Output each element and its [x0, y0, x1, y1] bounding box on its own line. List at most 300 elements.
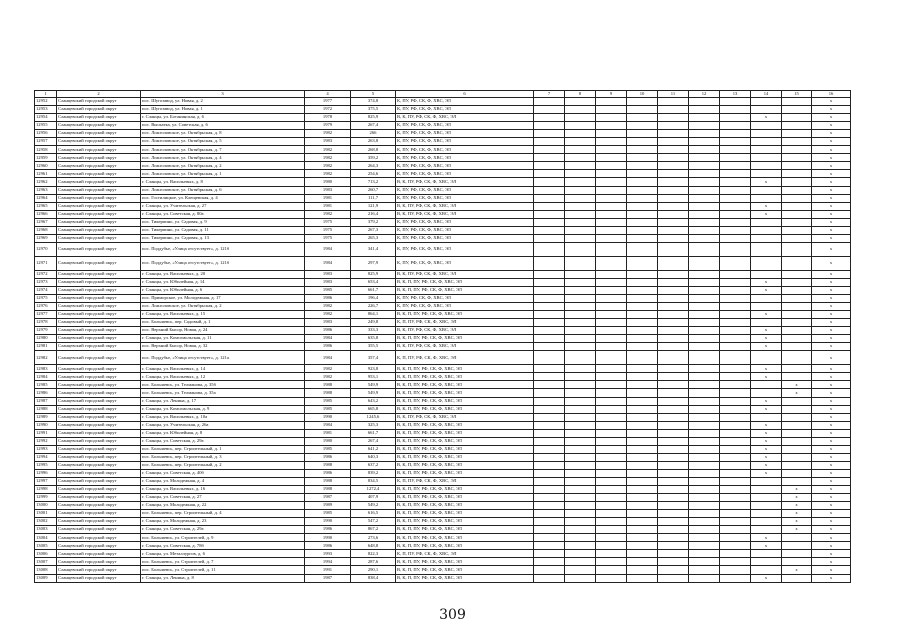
year-cell: 1986 — [305, 453, 351, 461]
empty-cell — [534, 469, 565, 477]
table-row — [35, 194, 851, 202]
empty-cell — [627, 381, 658, 389]
empty-cell — [658, 461, 689, 469]
empty-cell — [689, 389, 720, 397]
empty-cell — [565, 445, 596, 453]
table-row — [35, 494, 851, 502]
empty-cell — [596, 303, 627, 311]
district-cell: Сланцевский городской округ — [57, 351, 141, 365]
year-cell: 1982 — [305, 170, 351, 178]
mark-cell — [751, 234, 782, 242]
empty-cell — [689, 256, 720, 270]
column-number-row — [35, 91, 851, 98]
area-cell: 653,4 — [351, 278, 396, 286]
mark-cell: x — [812, 278, 851, 286]
empty-cell — [658, 389, 689, 397]
mark-cell: x — [812, 405, 851, 413]
mark-cell — [782, 574, 812, 582]
area-cell: 196,4 — [351, 294, 396, 302]
mark-cell — [782, 154, 812, 162]
district-cell: Сланцевский городской округ — [57, 98, 141, 106]
table-row — [35, 437, 851, 445]
empty-cell — [720, 294, 751, 302]
year-cell: 1990 — [305, 413, 351, 421]
address-cell: г. Сланцы, ул. Юбилейная, д. 8 — [141, 429, 305, 437]
area-cell: 267,4 — [351, 122, 396, 130]
table-row — [35, 534, 851, 542]
empty-cell — [720, 170, 751, 178]
empty-cell — [720, 351, 751, 365]
mark-cell: x — [812, 413, 851, 421]
empty-cell — [689, 566, 720, 574]
district-cell: Сланцевский городской округ — [57, 413, 141, 421]
empty-cell — [596, 154, 627, 162]
utilities-cell: В, К, ПУ, РФ, СК, Ф, ХВС, ЭЛ — [396, 270, 534, 278]
table-row — [35, 453, 851, 461]
mark-cell — [782, 397, 812, 405]
address-cell: пос. Большевсь, пер. Строительный, д. 2 — [141, 461, 305, 469]
empty-cell — [627, 138, 658, 146]
row-number-cell: 12981 — [35, 343, 57, 351]
mark-cell — [782, 218, 812, 226]
address-cell: пос. Ложголовское, ул. Октябрьская, д. 5 — [141, 138, 305, 146]
empty-cell — [658, 218, 689, 226]
empty-cell — [596, 574, 627, 582]
year-cell: 1983 — [305, 138, 351, 146]
mark-cell — [782, 146, 812, 154]
empty-cell — [565, 453, 596, 461]
empty-cell — [565, 429, 596, 437]
mark-cell: x — [812, 534, 851, 542]
empty-cell — [534, 453, 565, 461]
utilities-cell: В, К, ПУ, РФ, СК, Ф, ХВС, ЭЛ — [396, 178, 534, 186]
empty-cell — [689, 130, 720, 138]
mark-cell: x — [751, 311, 782, 319]
mark-cell: x — [812, 574, 851, 582]
empty-cell — [627, 122, 658, 130]
row-number-cell: 13004 — [35, 534, 57, 542]
row-number-cell: 12984 — [35, 373, 57, 381]
district-cell: Сланцевский городской округ — [57, 461, 141, 469]
empty-cell — [565, 311, 596, 319]
utilities-cell: К, ПУ, РФ, СК, Ф, ХВС, ЭЛ — [396, 122, 534, 130]
row-number-cell: 12974 — [35, 286, 57, 294]
empty-cell — [658, 234, 689, 242]
empty-cell — [658, 494, 689, 502]
empty-cell — [627, 429, 658, 437]
table-row — [35, 469, 851, 477]
empty-cell — [720, 397, 751, 405]
empty-cell — [534, 218, 565, 226]
mark-cell — [751, 486, 782, 494]
table-row — [35, 421, 851, 429]
year-cell: 1982 — [305, 365, 351, 373]
year-cell: 1972 — [305, 106, 351, 114]
mark-cell: x — [751, 461, 782, 469]
empty-cell — [534, 234, 565, 242]
area-cell: 265,3 — [351, 234, 396, 242]
empty-cell — [689, 122, 720, 130]
utilities-cell: В, К, П, ПУ, РФ, СК, Ф, ХВС, ЭЛ — [396, 534, 534, 542]
empty-cell — [627, 437, 658, 445]
area-cell: 643,2 — [351, 397, 396, 405]
empty-cell — [689, 365, 720, 373]
empty-cell — [565, 510, 596, 518]
empty-cell — [596, 278, 627, 286]
table-row — [35, 510, 851, 518]
address-cell: пос. Большевсь, ул. Строителей, д. 9 — [141, 534, 305, 542]
empty-cell — [658, 202, 689, 210]
table-row — [35, 162, 851, 170]
empty-cell — [720, 130, 751, 138]
district-cell: Сланцевский городской округ — [57, 146, 141, 154]
mark-cell — [751, 566, 782, 574]
empty-cell — [565, 413, 596, 421]
area-cell: 641,2 — [351, 445, 396, 453]
mark-cell — [782, 178, 812, 186]
utilities-cell: К, ПУ, РФ, СК, Ф, ХВС, ЭЛ — [396, 154, 534, 162]
empty-cell — [658, 429, 689, 437]
empty-cell — [565, 351, 596, 365]
address-cell: г. Сланцы, ул. Советская, д. 80а — [141, 210, 305, 218]
column-number-header: 8 — [565, 91, 596, 98]
mark-cell: x — [751, 327, 782, 335]
mark-cell: x — [812, 286, 851, 294]
address-cell: г. Сланцы, ул. Юбилейная, д. 6 — [141, 286, 305, 294]
row-number-cell: 12969 — [35, 234, 57, 242]
area-cell: 379,2 — [351, 218, 396, 226]
empty-cell — [627, 130, 658, 138]
area-cell: 268,8 — [351, 146, 396, 154]
empty-cell — [596, 429, 627, 437]
utilities-cell: В, К, П, ПУ, РФ, СК, Ф, ХВС, ЭЛ — [396, 526, 534, 534]
table-row — [35, 429, 851, 437]
empty-cell — [596, 510, 627, 518]
empty-cell — [627, 469, 658, 477]
empty-cell — [565, 162, 596, 170]
district-cell: Сланцевский городской округ — [57, 477, 141, 485]
empty-cell — [565, 210, 596, 218]
table-row — [35, 445, 851, 453]
empty-cell — [565, 574, 596, 582]
empty-cell — [565, 270, 596, 278]
row-number-cell: 12995 — [35, 461, 57, 469]
table-row — [35, 98, 851, 106]
empty-cell — [658, 421, 689, 429]
empty-cell — [534, 486, 565, 494]
row-number-cell: 12991 — [35, 429, 57, 437]
empty-cell — [658, 242, 689, 256]
district-cell: Сланцевский городской округ — [57, 502, 141, 510]
empty-cell — [565, 335, 596, 343]
row-number-cell: 12997 — [35, 477, 57, 485]
empty-cell — [627, 186, 658, 194]
mark-cell: x — [812, 461, 851, 469]
mark-cell: x — [812, 294, 851, 302]
mark-cell — [782, 413, 812, 421]
row-number-cell: 12979 — [35, 327, 57, 335]
year-cell: 1988 — [305, 381, 351, 389]
empty-cell — [596, 526, 627, 534]
area-cell: 953,1 — [351, 373, 396, 381]
address-cell: пос. Большевсь, пер. Строительный, д. 4 — [141, 510, 305, 518]
mark-cell — [782, 558, 812, 566]
row-number-cell: 12965 — [35, 202, 57, 210]
row-number-cell: 12957 — [35, 138, 57, 146]
utilities-cell: В, К, ПУ, РФ, СК, Ф, ХВС, ЭЛ — [396, 202, 534, 210]
utilities-cell: К, П, ПУ, РФ, СК, Ф, ХВС, ЭЛ — [396, 550, 534, 558]
address-cell: г. Сланцы, ул. Васильевых, д. 10а — [141, 413, 305, 421]
empty-cell — [534, 574, 565, 582]
utilities-cell: К, ПУ, РФ, СК, Ф, ХВС, ЭЛ — [396, 194, 534, 202]
empty-cell — [720, 106, 751, 114]
year-cell: 1990 — [305, 518, 351, 526]
empty-cell — [658, 319, 689, 327]
district-cell: Сланцевский городской округ — [57, 534, 141, 542]
table-row — [35, 327, 851, 335]
area-cell: 357,4 — [351, 351, 396, 365]
empty-cell — [596, 469, 627, 477]
utilities-cell: К, ПУ, РФ, СК, Ф, ХВС, ЭЛ — [396, 146, 534, 154]
utilities-cell: В, К, ПУ, РФ, СК, Ф, ХВС, ЭЛ — [396, 114, 534, 122]
empty-cell — [658, 194, 689, 202]
table-row — [35, 542, 851, 550]
area-cell: 333,3 — [351, 327, 396, 335]
empty-cell — [689, 242, 720, 256]
utilities-cell: К, П, ПУ, РФ, СК, Ф, ХВС, ЭЛ — [396, 351, 534, 365]
empty-cell — [720, 502, 751, 510]
year-cell: 1981 — [305, 429, 351, 437]
mark-cell: x — [751, 202, 782, 210]
empty-cell — [720, 429, 751, 437]
empty-cell — [689, 154, 720, 162]
table-row — [35, 343, 851, 351]
row-number-cell: 12978 — [35, 319, 57, 327]
mark-cell — [782, 365, 812, 373]
mark-cell: x — [812, 256, 851, 270]
empty-cell — [658, 138, 689, 146]
utilities-cell: К, ПУ, РФ, СК, Ф, ХВС, ЭЛ — [396, 162, 534, 170]
utilities-cell: В, К, ПУ, РФ, СК, Ф, ХВС, ЭЛ — [396, 327, 534, 335]
area-cell: 825,9 — [351, 114, 396, 122]
empty-cell — [534, 154, 565, 162]
empty-cell — [534, 461, 565, 469]
empty-cell — [565, 146, 596, 154]
row-number-cell: 12975 — [35, 294, 57, 302]
mark-cell — [782, 335, 812, 343]
empty-cell — [689, 178, 720, 186]
empty-cell — [689, 373, 720, 381]
column-number-header: 13 — [720, 91, 751, 98]
empty-cell — [534, 186, 565, 194]
table-row — [35, 234, 851, 242]
empty-cell — [596, 162, 627, 170]
empty-cell — [596, 381, 627, 389]
district-cell: Сланцевский городской округ — [57, 486, 141, 494]
empty-cell — [720, 327, 751, 335]
mark-cell — [751, 242, 782, 256]
empty-cell — [565, 278, 596, 286]
empty-cell — [720, 226, 751, 234]
empty-cell — [720, 477, 751, 485]
empty-cell — [689, 138, 720, 146]
empty-cell — [658, 98, 689, 106]
mark-cell: x — [812, 566, 851, 574]
row-number-cell: 13002 — [35, 518, 57, 526]
empty-cell — [534, 256, 565, 270]
area-cell: 407,9 — [351, 494, 396, 502]
district-cell: Сланцевский городской округ — [57, 162, 141, 170]
row-number-cell: 12994 — [35, 453, 57, 461]
column-number-header: 12 — [689, 91, 720, 98]
area-cell: 665,8 — [351, 405, 396, 413]
empty-cell — [596, 518, 627, 526]
mark-cell — [751, 558, 782, 566]
empty-cell — [720, 303, 751, 311]
empty-cell — [565, 502, 596, 510]
empty-cell — [720, 162, 751, 170]
table-row — [35, 405, 851, 413]
district-cell: Сланцевский городской округ — [57, 202, 141, 210]
utilities-cell: К, ПУ, РФ, СК, Ф, ХВС, ЭЛ — [396, 98, 534, 106]
address-cell: пос. Тикерпино, ул. Садовая, д. 11 — [141, 226, 305, 234]
district-cell: Сланцевский городской округ — [57, 270, 141, 278]
empty-cell — [534, 210, 565, 218]
mark-cell: x — [782, 389, 812, 397]
table-row — [35, 566, 851, 574]
mark-cell: x — [812, 194, 851, 202]
row-number-cell: 12960 — [35, 162, 57, 170]
empty-cell — [720, 98, 751, 106]
empty-cell — [565, 98, 596, 106]
empty-cell — [720, 335, 751, 343]
row-number-cell: 12952 — [35, 98, 57, 106]
empty-cell — [534, 202, 565, 210]
empty-cell — [565, 389, 596, 397]
district-cell: Сланцевский городской округ — [57, 186, 141, 194]
area-cell: 290,1 — [351, 566, 396, 574]
mark-cell: x — [812, 106, 851, 114]
empty-cell — [658, 373, 689, 381]
empty-cell — [534, 518, 565, 526]
empty-cell — [596, 114, 627, 122]
empty-cell — [720, 210, 751, 218]
empty-cell — [658, 286, 689, 294]
mark-cell: x — [812, 421, 851, 429]
district-cell: Сланцевский городской округ — [57, 365, 141, 373]
address-cell: г. Сланцы, ул. Учительская, д. 26а — [141, 421, 305, 429]
column-number-header: 4 — [305, 91, 351, 98]
empty-cell — [627, 218, 658, 226]
empty-cell — [534, 397, 565, 405]
empty-cell — [658, 270, 689, 278]
year-cell: 1982 — [305, 162, 351, 170]
empty-cell — [534, 494, 565, 502]
empty-cell — [689, 98, 720, 106]
address-cell: пос. Большевсь, пер. Строительный, д. 3 — [141, 453, 305, 461]
address-cell: г. Сланцы, ул. Молодежная, д. 4 — [141, 477, 305, 485]
area-cell: 325,3 — [351, 421, 396, 429]
table-row — [35, 389, 851, 397]
year-cell: 1984 — [305, 242, 351, 256]
column-number-header: 15 — [782, 91, 812, 98]
empty-cell — [596, 413, 627, 421]
empty-cell — [627, 405, 658, 413]
row-number-cell: 12968 — [35, 226, 57, 234]
area-cell: 825,9 — [351, 270, 396, 278]
year-cell: 1975 — [305, 218, 351, 226]
empty-cell — [596, 558, 627, 566]
empty-cell — [627, 510, 658, 518]
table-row — [35, 178, 851, 186]
utilities-cell: В, К, П, ПУ, РФ, СК, Ф, ХВС, ЭЛ — [396, 453, 534, 461]
mark-cell: x — [812, 210, 851, 218]
utilities-cell: В, К, П, ПУ, РФ, СК, Ф, ХВС, ЭЛ — [396, 421, 534, 429]
empty-cell — [658, 534, 689, 542]
empty-cell — [720, 373, 751, 381]
area-cell: 266 — [351, 130, 396, 138]
empty-cell — [534, 445, 565, 453]
empty-cell — [596, 270, 627, 278]
area-cell: 375,5 — [351, 106, 396, 114]
utilities-cell: В, К, ПУ, РФ, СК, Ф, ХВС, ЭЛ — [396, 343, 534, 351]
mark-cell: x — [751, 343, 782, 351]
empty-cell — [596, 234, 627, 242]
row-number-cell: 12976 — [35, 303, 57, 311]
empty-cell — [596, 453, 627, 461]
mark-cell: x — [812, 186, 851, 194]
row-number-cell: 12977 — [35, 311, 57, 319]
row-number-cell: 12955 — [35, 122, 57, 130]
empty-cell — [534, 278, 565, 286]
empty-cell — [689, 469, 720, 477]
row-number-cell: 12966 — [35, 210, 57, 218]
empty-cell — [534, 429, 565, 437]
empty-cell — [534, 405, 565, 413]
empty-cell — [596, 365, 627, 373]
district-cell: Сланцевский городской округ — [57, 278, 141, 286]
empty-cell — [596, 218, 627, 226]
table-row — [35, 114, 851, 122]
column-number-header: 2 — [57, 91, 141, 98]
empty-cell — [565, 106, 596, 114]
empty-cell — [565, 558, 596, 566]
empty-cell — [627, 518, 658, 526]
empty-cell — [720, 413, 751, 421]
table-row — [35, 365, 851, 373]
empty-cell — [627, 114, 658, 122]
table-row — [35, 373, 851, 381]
utilities-cell: В, К, П, ПУ, РФ, СК, Ф, ХВС, ЭЛ — [396, 486, 534, 494]
empty-cell — [627, 278, 658, 286]
empty-cell — [627, 303, 658, 311]
utilities-cell: К, ПУ, РФ, СК, Ф, ХВС, ЭЛ — [396, 303, 534, 311]
row-number-cell: 13005 — [35, 542, 57, 550]
address-cell: пос. Большевсь, ул. Телманова, д. 35а — [141, 389, 305, 397]
utilities-cell: К, ПУ, РФ, СК, Ф, ХВС, ЭЛ — [396, 294, 534, 302]
empty-cell — [627, 542, 658, 550]
area-cell: 111,7 — [351, 194, 396, 202]
district-cell: Сланцевский городской округ — [57, 335, 141, 343]
mark-cell: x — [751, 278, 782, 286]
year-cell: 1985 — [305, 286, 351, 294]
column-number-header: 11 — [658, 91, 689, 98]
empty-cell — [689, 343, 720, 351]
empty-cell — [627, 351, 658, 365]
year-cell: 1982 — [305, 373, 351, 381]
district-cell: Сланцевский городской округ — [57, 303, 141, 311]
table-row — [35, 106, 851, 114]
